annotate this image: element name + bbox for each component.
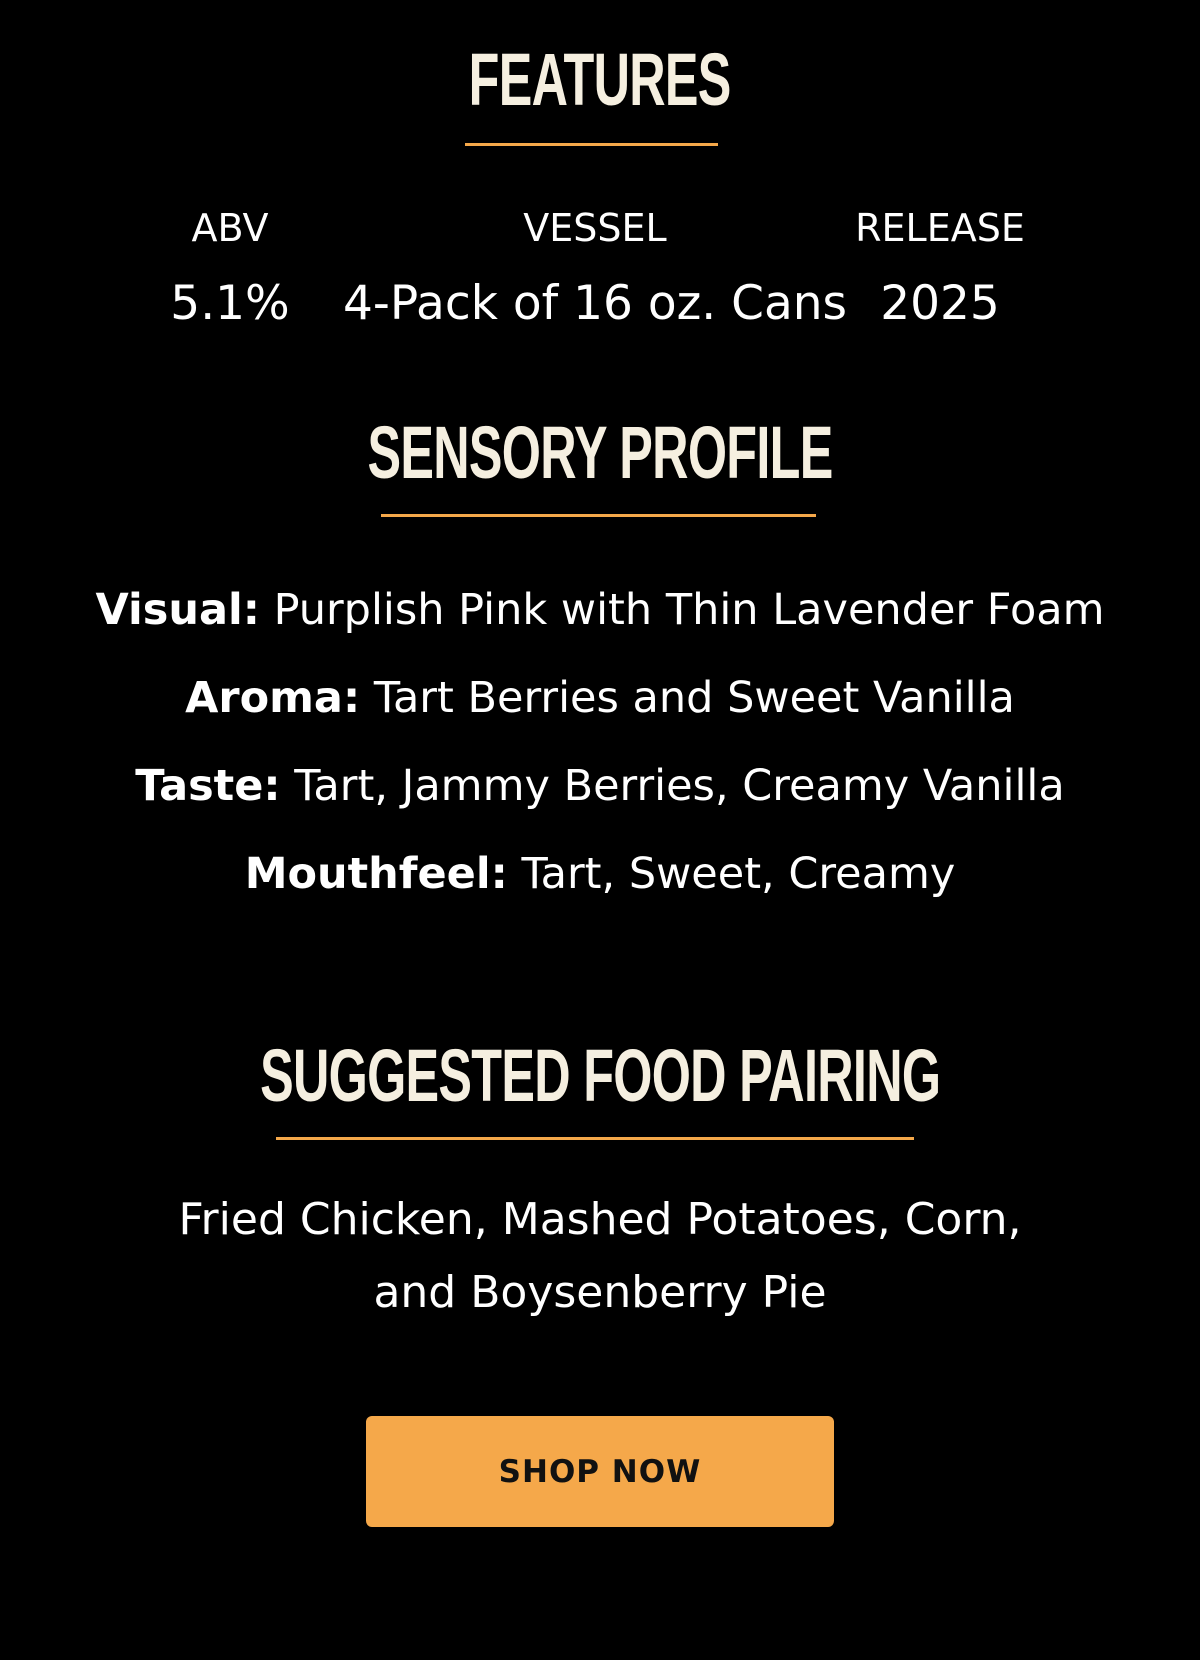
pairing-line-2: and Boysenberry Pie bbox=[373, 1267, 827, 1318]
sensory-mouthfeel-text: Tart, Sweet, Creamy bbox=[521, 849, 956, 899]
feature-release bbox=[840, 206, 1040, 332]
feature-release-label: RELEASE bbox=[855, 206, 1025, 250]
sensory-mouthfeel-label: Mouthfeel: bbox=[244, 849, 508, 899]
feature-vessel-label: VESSEL bbox=[523, 206, 667, 250]
sensory-aroma-label: Aroma: bbox=[185, 673, 361, 723]
sensory-heading bbox=[0, 411, 1200, 495]
pairing-underline bbox=[276, 1137, 914, 1140]
features-heading bbox=[0, 38, 1200, 122]
feature-abv bbox=[130, 206, 330, 332]
feature-abv-value: 5.1% bbox=[170, 276, 290, 331]
pairing-heading bbox=[0, 1034, 1200, 1118]
feature-release-value: 2025 bbox=[880, 276, 1000, 331]
sensory-taste-label: Taste: bbox=[135, 761, 281, 811]
sensory-underline bbox=[381, 514, 816, 517]
sensory-title: SENSORY PROFILE bbox=[367, 411, 833, 494]
sensory-taste-text: Tart, Jammy Berries, Creamy Vanilla bbox=[294, 761, 1065, 811]
feature-abv-label: ABV bbox=[191, 206, 269, 250]
sensory-mouthfeel bbox=[0, 848, 1200, 900]
features-title: FEATURES bbox=[468, 38, 732, 121]
feature-vessel-value: 4-Pack of 16 oz. Cans bbox=[342, 276, 848, 331]
shop-now-label: SHOP NOW bbox=[498, 1453, 702, 1490]
sensory-taste bbox=[0, 760, 1200, 812]
sensory-visual bbox=[0, 584, 1200, 636]
pairing-title: SUGGESTED FOOD PAIRING bbox=[259, 1034, 941, 1117]
features-underline bbox=[465, 143, 718, 146]
sensory-aroma-text: Tart Berries and Sweet Vanilla bbox=[373, 673, 1015, 723]
sensory-visual-label: Visual: bbox=[95, 585, 260, 635]
sensory-aroma bbox=[0, 672, 1200, 724]
sensory-visual-text: Purplish Pink with Thin Lavender Foam bbox=[273, 585, 1105, 635]
feature-vessel bbox=[340, 206, 850, 332]
pairing-line-1: Fried Chicken, Mashed Potatoes, Corn, bbox=[178, 1194, 1022, 1245]
shop-now-button[interactable] bbox=[366, 1416, 834, 1527]
